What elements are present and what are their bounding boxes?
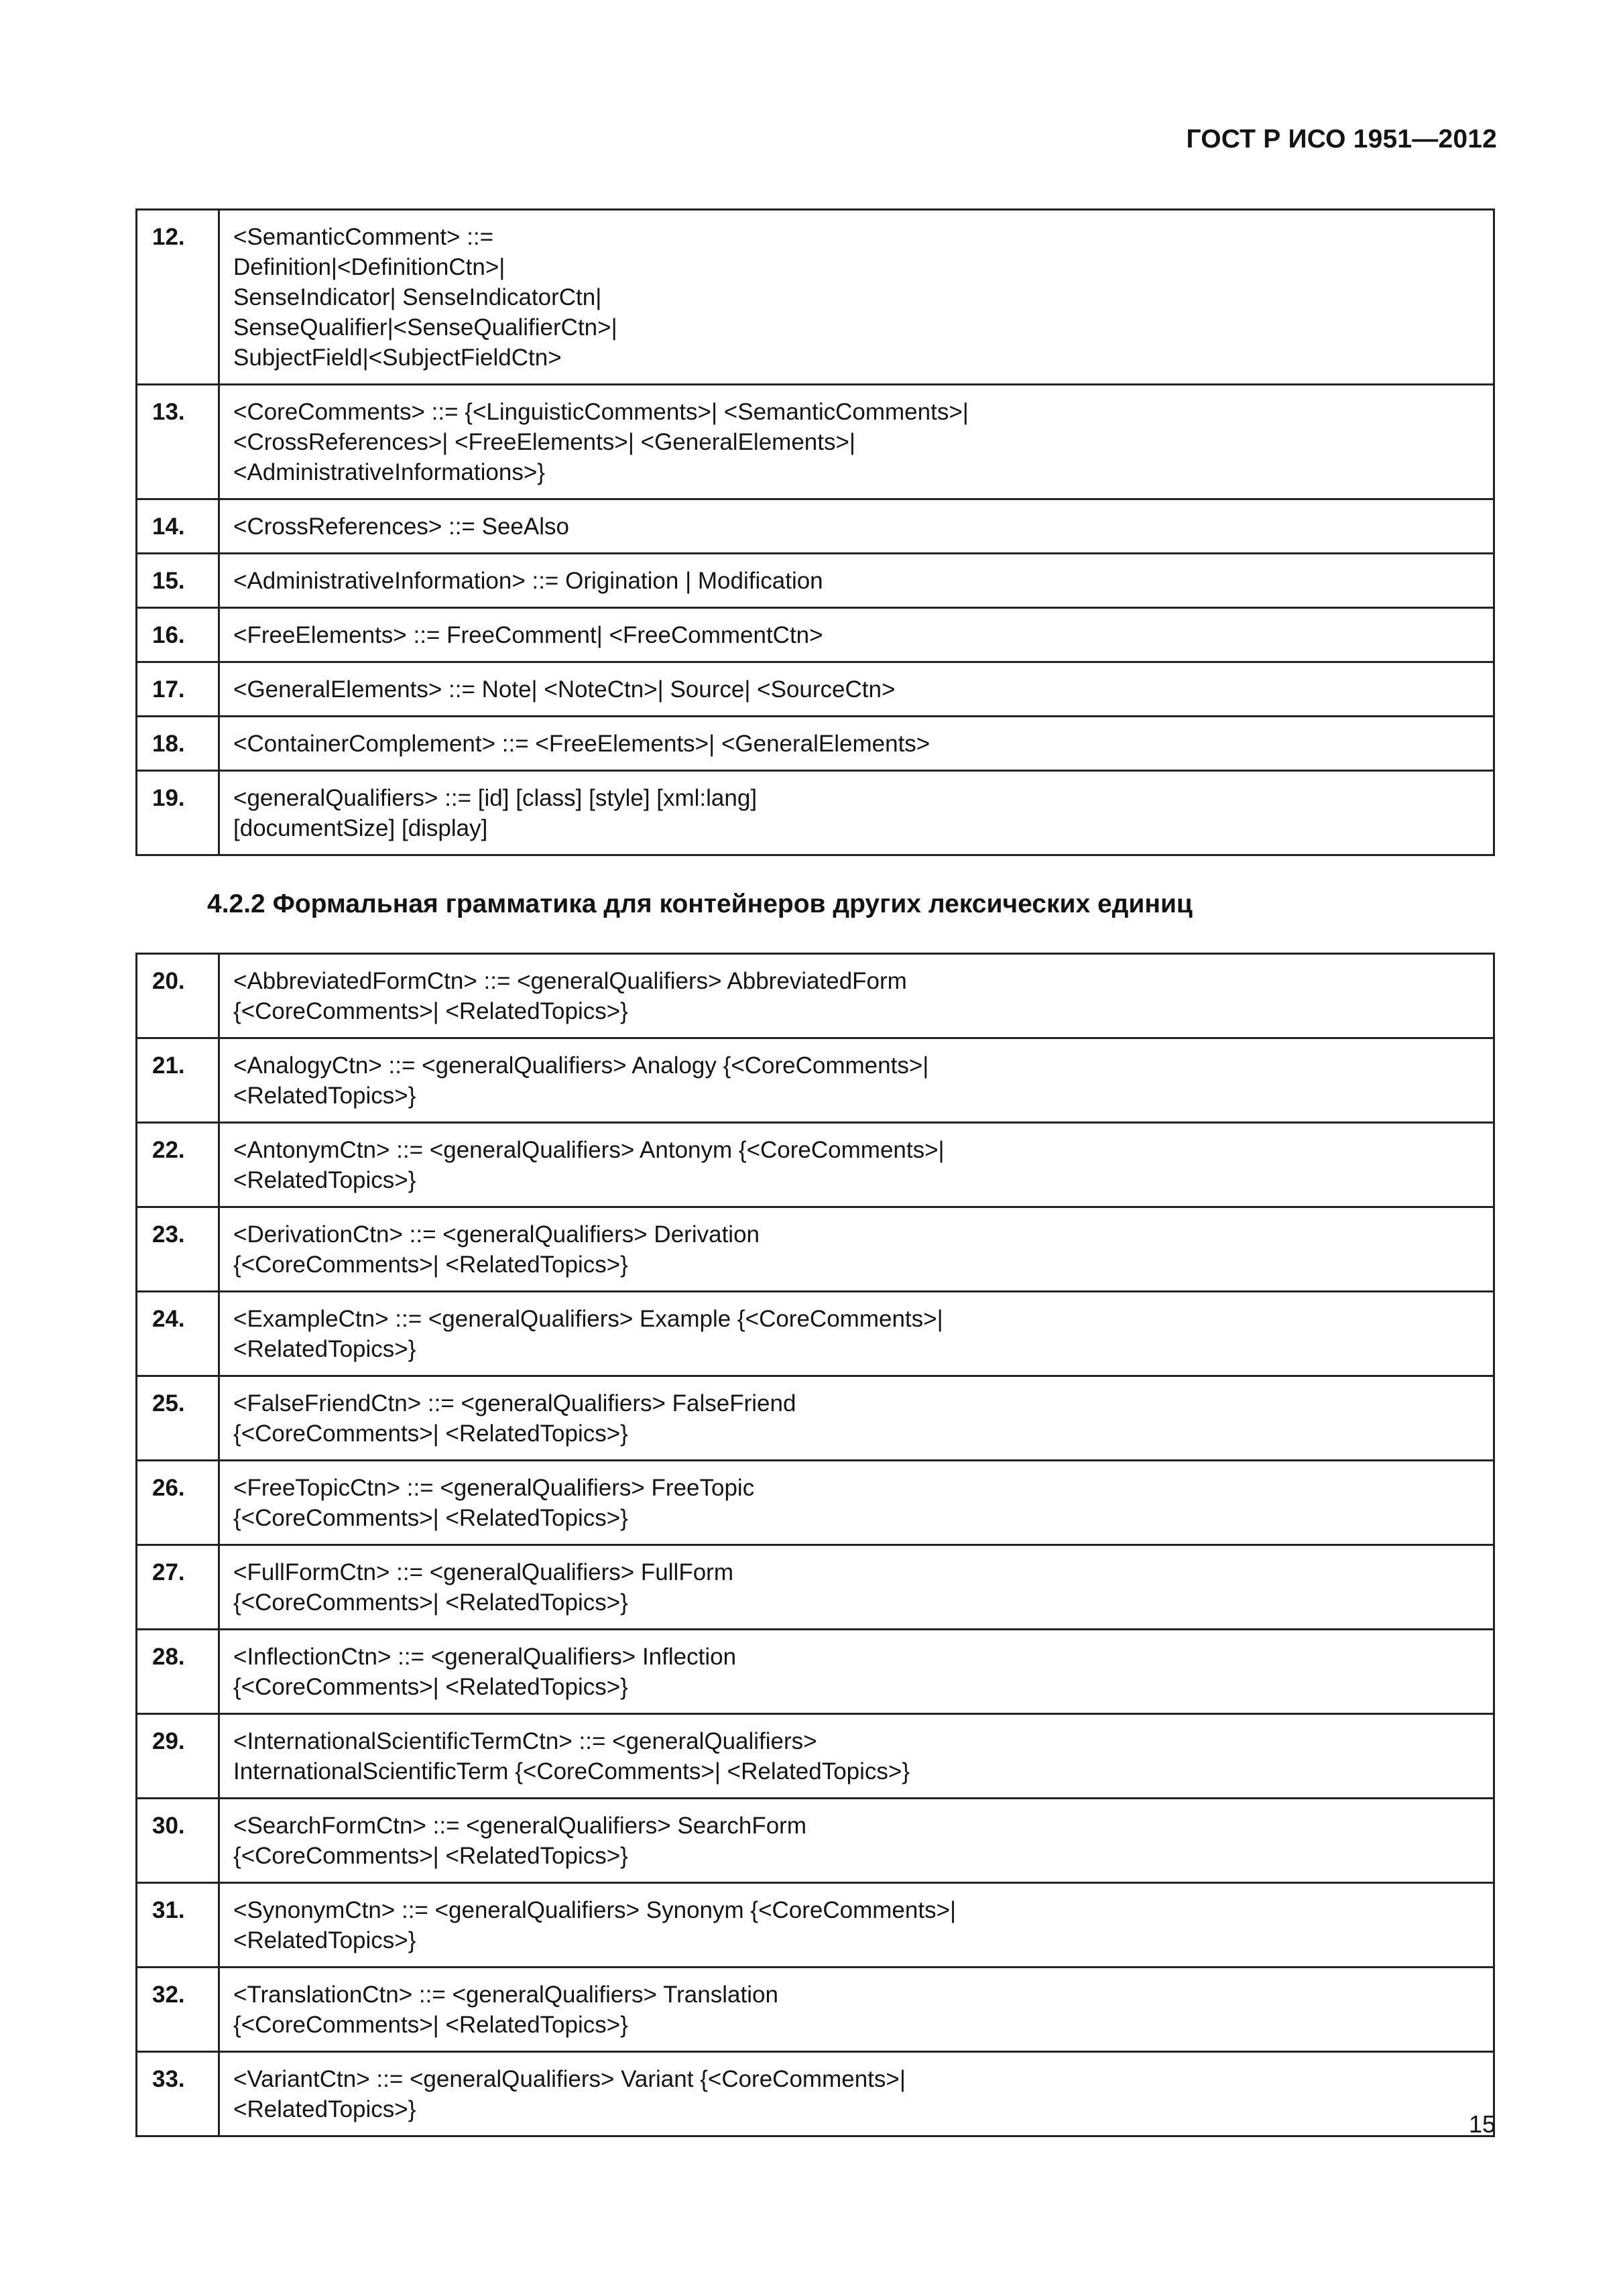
table-row bbox=[137, 1123, 1494, 1207]
table-row bbox=[137, 1461, 1494, 1545]
table-row bbox=[137, 554, 1494, 608]
table-row bbox=[137, 771, 1494, 855]
rule-definition: <FreeTopicCtn> ::= <generalQualifiers> FreeTopic {<CoreComments>| <RelatedTopics>} bbox=[219, 1461, 1494, 1545]
table-row bbox=[137, 608, 1494, 662]
rule-number: 15. bbox=[137, 554, 219, 608]
rule-number: 28. bbox=[137, 1630, 219, 1714]
rule-number: 26. bbox=[137, 1461, 219, 1545]
rule-number: 33. bbox=[137, 2052, 219, 2136]
table-row bbox=[137, 1968, 1494, 2052]
rule-number: 27. bbox=[137, 1545, 219, 1630]
rule-definition: <AnalogyCtn> ::= <generalQualifiers> Analogy {<CoreComments>| <RelatedTopics>} bbox=[219, 1038, 1494, 1123]
rule-definition: <AbbreviatedFormCtn> ::= <generalQualifiers> AbbreviatedForm {<CoreComments>| <RelatedTopics>} bbox=[219, 954, 1494, 1038]
table-row bbox=[137, 954, 1494, 1038]
table-row bbox=[137, 1292, 1494, 1376]
rule-definition: <ContainerComplement> ::= <FreeElements>| <GeneralElements> bbox=[219, 717, 1494, 771]
rule-number: 17. bbox=[137, 662, 219, 717]
page-number: 15 bbox=[1468, 2110, 1496, 2138]
rule-definition: <InternationalScientificTermCtn> ::= <generalQualifiers> InternationalScientificTerm {<CoreComments>| <RelatedTopics>} bbox=[219, 1714, 1494, 1799]
rule-number: 12. bbox=[137, 210, 219, 385]
rule-definition: <generalQualifiers> ::= [id] [class] [style] [xml:lang] [documentSize] [display] bbox=[219, 771, 1494, 855]
rule-definition: <VariantCtn> ::= <generalQualifiers> Variant {<CoreComments>| <RelatedTopics>} bbox=[219, 2052, 1494, 2136]
rule-number: 24. bbox=[137, 1292, 219, 1376]
section-heading: 4.2.2 Формальная грамматика для контейнеров других лексических единиц bbox=[207, 890, 1193, 918]
rule-number: 29. bbox=[137, 1714, 219, 1799]
rule-number: 22. bbox=[137, 1123, 219, 1207]
grammar-table-containers bbox=[135, 953, 1495, 2137]
rule-definition: <SynonymCtn> ::= <generalQualifiers> Synonym {<CoreComments>| <RelatedTopics>} bbox=[219, 1883, 1494, 1968]
rule-definition: <CoreComments> ::= {<LinguisticComments>| <SemanticComments>| <CrossReferences>| <FreeElements>| <GeneralElements>| <AdministrativeInformations>} bbox=[219, 385, 1494, 499]
table-row bbox=[137, 717, 1494, 771]
rule-number: 20. bbox=[137, 954, 219, 1038]
table-row bbox=[137, 1376, 1494, 1461]
table-row bbox=[137, 662, 1494, 717]
table-row bbox=[137, 1545, 1494, 1630]
rule-definition: <SemanticComment> ::= Definition|<DefinitionCtn>| SenseIndicator| SenseIndicatorCtn| SenseQualifier|<SenseQualifierCtn>| SubjectField|<SubjectFieldCtn> bbox=[219, 210, 1494, 385]
rule-definition: <DerivationCtn> ::= <generalQualifiers> Derivation {<CoreComments>| <RelatedTopics>} bbox=[219, 1207, 1494, 1292]
rule-number: 14. bbox=[137, 499, 219, 554]
grammar-table-core bbox=[135, 208, 1495, 856]
rule-number: 21. bbox=[137, 1038, 219, 1123]
rule-number: 32. bbox=[137, 1968, 219, 2052]
table-row bbox=[137, 1207, 1494, 1292]
rule-definition: <AdministrativeInformation> ::= Origination | Modification bbox=[219, 554, 1494, 608]
rule-number: 30. bbox=[137, 1799, 219, 1883]
rule-number: 18. bbox=[137, 717, 219, 771]
table-row bbox=[137, 499, 1494, 554]
rule-definition: <FalseFriendCtn> ::= <generalQualifiers> FalseFriend {<CoreComments>| <RelatedTopics>} bbox=[219, 1376, 1494, 1461]
rule-number: 25. bbox=[137, 1376, 219, 1461]
page-header-standard: ГОСТ Р ИСО 1951—2012 bbox=[1186, 125, 1497, 154]
rule-number: 16. bbox=[137, 608, 219, 662]
rule-definition: <TranslationCtn> ::= <generalQualifiers> Translation {<CoreComments>| <RelatedTopics>} bbox=[219, 1968, 1494, 2052]
table-row bbox=[137, 1799, 1494, 1883]
rule-definition: <FullFormCtn> ::= <generalQualifiers> FullForm {<CoreComments>| <RelatedTopics>} bbox=[219, 1545, 1494, 1630]
rule-definition: <SearchFormCtn> ::= <generalQualifiers> SearchForm {<CoreComments>| <RelatedTopics>} bbox=[219, 1799, 1494, 1883]
rule-definition: <FreeElements> ::= FreeComment| <FreeCommentCtn> bbox=[219, 608, 1494, 662]
table-row bbox=[137, 1714, 1494, 1799]
table-row bbox=[137, 210, 1494, 385]
rule-number: 31. bbox=[137, 1883, 219, 1968]
table-row bbox=[137, 2052, 1494, 2136]
rule-number: 19. bbox=[137, 771, 219, 855]
rule-definition: <GeneralElements> ::= Note| <NoteCtn>| Source| <SourceCtn> bbox=[219, 662, 1494, 717]
table-row bbox=[137, 1630, 1494, 1714]
rule-definition: <CrossReferences> ::= SeeAlso bbox=[219, 499, 1494, 554]
rule-number: 23. bbox=[137, 1207, 219, 1292]
rule-definition: <InflectionCtn> ::= <generalQualifiers> Inflection {<CoreComments>| <RelatedTopics>} bbox=[219, 1630, 1494, 1714]
rule-definition: <ExampleCtn> ::= <generalQualifiers> Example {<CoreComments>| <RelatedTopics>} bbox=[219, 1292, 1494, 1376]
rule-definition: <AntonymCtn> ::= <generalQualifiers> Antonym {<CoreComments>| <RelatedTopics>} bbox=[219, 1123, 1494, 1207]
rule-number: 13. bbox=[137, 385, 219, 499]
table-row bbox=[137, 385, 1494, 499]
table-row bbox=[137, 1038, 1494, 1123]
table-row bbox=[137, 1883, 1494, 1968]
